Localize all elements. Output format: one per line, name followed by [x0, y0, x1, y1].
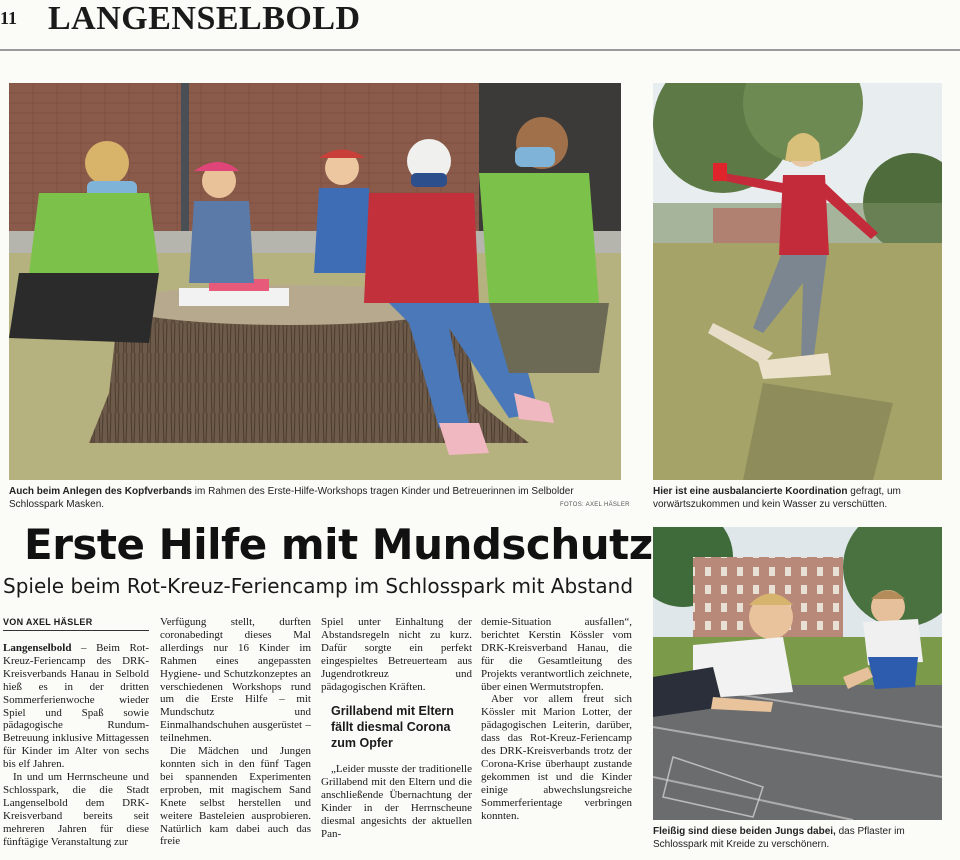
- paragraph: Spiel unter Einhaltung der Abstandsregeln nicht zu kurz. Dafür sorgte ein perfekt eingespieltes Betreuerteam aus Jugendrotkreuz und pädagogischen Kräften.: [321, 616, 472, 693]
- balance-photo-illustration: [653, 83, 942, 480]
- balance-photo: [653, 83, 942, 480]
- paragraph: Aber vor allem freut sich Kössler mit Marion Lotter, der pädagogischen Leiterin, darüber, dass das Rot-Kreuz-Feriencamp des DRK-Kreisverbands trotz der Corona-Krise überhaupt zustande gekommen ist und die Kinder einige abwechslungsreiche Sommerferientage verbringen konnten.: [481, 693, 632, 822]
- balance-caption-bold: Hier ist eine ausbalancierte Koordination: [653, 486, 848, 497]
- chalk-caption-bold: Fleißig sind diese beiden Jungs dabei,: [653, 826, 836, 837]
- paragraph: In und um Herrnscheune und Schlosspark, die die Stadt Langenselbold dem DRK-Kreisverband bereits seit mehreren Jahren für diese fünftägige Veranstaltung zur: [3, 771, 149, 848]
- article-intertitle: Grillabend mit Eltern fällt diesmal Corona zum Opfer: [331, 704, 454, 751]
- article-column-3: [321, 616, 472, 841]
- paragraph-text: – Beim Rot-Kreuz-Feriencamp des DRK-Kreisverbands Hanau in Selbold hieß es in der dritten Sommerferienwoche wieder Spiel und Spaß sowie pädagogische Rundum-Betreuung inklusive Mittagessen für Kinder im Alter von sechs bis elf Jahren.: [3, 642, 149, 771]
- dateline: Langenselbold: [3, 642, 72, 654]
- main-photo-illustration: [9, 83, 621, 480]
- chalk-photo-illustration: [653, 527, 942, 820]
- byline-divider: [3, 630, 149, 631]
- balance-photo-caption: [653, 485, 943, 511]
- header-divider: [0, 49, 960, 51]
- main-photo: [9, 83, 621, 480]
- article-column-2: [160, 616, 311, 848]
- chalk-caption-text: das Pflaster im Schlosspark mit Kreide zu verschönern.: [653, 826, 905, 850]
- paragraph: „Leider musste der traditionelle Grillabend mit den Eltern und die anschließende Übernachtung der Kinder in der Herrnscheune diesmal angesichts der aktuellen Pan-: [321, 763, 472, 840]
- paragraph: Verfügung stellt, durften coronabedingt dieses Mal allerdings nur 16 Kinder im Rahmen eines angepassten Hygiene- und Schutzkonzeptes an verschiedenen Workshops rund um die Erste Hilfe – mit Mundschutz und Einmalhandschuhen ausgerüstet – teilnehmen.: [160, 616, 311, 745]
- paragraph: demie-Situation ausfallen“, berichtet Kerstin Kössler vom DRK-Kreisverband Hanau, die für die Gesamtleitung des Projekts verantwortlich zeichnete, über einen Wermutstropfen.: [481, 616, 632, 693]
- article-subheadline: Spiele beim Rot-Kreuz-Feriencamp im Schlosspark mit Abstand: [3, 574, 634, 598]
- photo-credit: FOTOS: AXEL HÄSLER: [560, 502, 630, 508]
- article-headline: Erste Hilfe mit Mundschutz: [24, 520, 653, 569]
- main-caption-text: im Rahmen des Erste-Hilfe-Workshops tragen Kinder und Betreuerinnen im Selbolder Schlosspark Masken.: [9, 486, 574, 510]
- main-caption-bold: Auch beim Anlegen des Kopfverbands: [9, 486, 192, 497]
- main-photo-caption: [9, 485, 621, 511]
- chalk-photo-caption: [653, 825, 943, 851]
- balance-caption-text: gefragt, um vorwärtszukommen und kein Wasser zu verschütten.: [653, 486, 901, 510]
- article-byline: VON AXEL HÄSLER: [3, 617, 93, 627]
- article-column-4: [481, 616, 632, 823]
- page-number: 11: [0, 8, 18, 28]
- chalk-photo: [653, 527, 942, 820]
- paragraph: [3, 642, 149, 771]
- paragraph: Die Mädchen und Jungen konnten sich in den fünf Tagen bei spannenden Experimenten erproben, mit magischem Sand Knete selbst herstellen und weitere Basteleien ausprobieren. Natürlich kam dabei auch das freie: [160, 745, 311, 848]
- article-column-1: [3, 642, 149, 849]
- section-title: LANGENSELBOLD: [48, 0, 361, 37]
